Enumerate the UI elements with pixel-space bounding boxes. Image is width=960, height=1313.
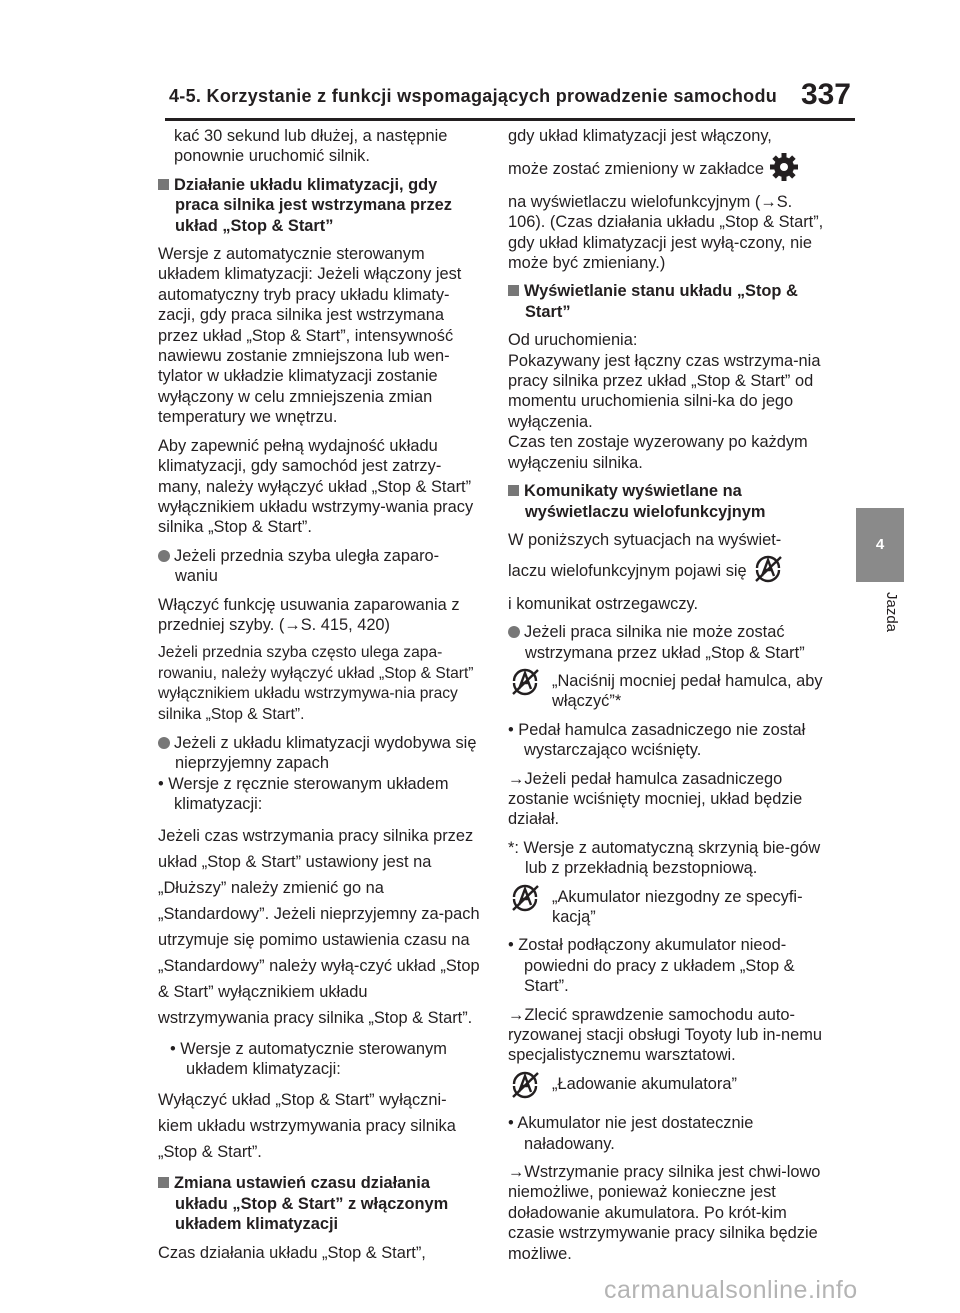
watermark: carmanualsonline.info (604, 1276, 858, 1304)
page-number: 337 (800, 78, 851, 111)
warning-message: „Ładowanie akumulatora” (508, 1074, 833, 1105)
footnote: *: Wersje z automatyczną skrzynią bie-gów lub z przekładnią bezstopniową. (508, 838, 821, 878)
crossed-A-icon (751, 554, 785, 589)
paragraph: →Zlecić sprawdzenie samochodu auto-ryzowanej stacji obsługi Toyoty lub in-nemu specjalistycznemu warsztatowi. (508, 1005, 823, 1065)
crossed-A-icon (508, 667, 552, 702)
bullet-item: • Wersje z ręcznie sterowanym układem klimatyzacji: (158, 774, 449, 814)
circle-item: Jeżeli z układu klimatyzacji wydobywa się nieprzyjemny zapach (158, 733, 480, 774)
right-column (508, 126, 833, 1272)
circle-item: Jeżeli przednia szyba uległa zaparo-waniu (158, 546, 480, 587)
crossed-A-icon (508, 883, 552, 918)
bullet-item: • Wersje z automatycznie sterowanym układem klimatyzacji: (170, 1039, 447, 1078)
paragraph: gdy układ klimatyzacji jest włączony, (508, 127, 772, 145)
paragraph: może zostać zmieniony w zakładce (508, 152, 833, 187)
paragraph: Wersje z automatycznie sterowanym układem klimatyzacji: Jeżeli włączony jest automatyczny tryb pracy układu klimaty-zacji, gdy praca silnika jest wstrzymana przez układ „Stop & Start”, intensywność nawiewu zostanie zmniejszona lub wen-tylator w układzie klimatyzacji zostanie wyłączony w celu zmniejszenia zmian temperatury we wnętrzu. (158, 245, 462, 427)
page-header (165, 78, 855, 118)
paragraph: na wyświetlaczu wielofunkcyjnym (→S. 106). (Czas działania układu „Stop & Start”, gdy układ klimatyzacji jest wyłą-czony, nie może być zmieniany.) (508, 192, 824, 273)
paragraph: Czas działania układu „Stop & Start”, (158, 1243, 426, 1262)
paragraph: W poniższych sytuacjach na wyświet- (508, 530, 782, 549)
square-bullet-icon (508, 285, 519, 296)
chapter-label: Jazda (883, 592, 900, 633)
paragraph: Wyłączyć układ „Stop & Start” wyłączni-kiem układu wstrzymywania pracy silnika „Stop & Start”. (158, 1091, 456, 1162)
square-bullet-icon (508, 485, 519, 496)
header-title: 4-5. Korzystanie z funkcji wspomagających prowadzenie samochodu (169, 86, 778, 106)
section-heading: Działanie układu klimatyzacji, gdy praca silnika jest wstrzymana przez układ „Stop & Start” (158, 175, 480, 236)
bullet-item: • Akumulator nie jest dostatecznie naładowany. (508, 1114, 754, 1153)
paragraph: i komunikat ostrzegawczy. (508, 594, 699, 613)
left-column (158, 126, 480, 1271)
section-heading: Wyświetlanie stanu układu „Stop & Start” (508, 281, 833, 322)
paragraph: Czas ten zostaje wyzerowany po każdym wyłączeniu silnika. (508, 433, 808, 472)
section-heading: Zmiana ustawień czasu działania układu „Stop & Start” z włączonym układem klimatyzacji (158, 1173, 480, 1234)
paragraph: Od uruchomienia: (508, 331, 638, 350)
circle-item: Jeżeli praca silnika nie może zostać wstrzymana przez układ „Stop & Start” (508, 622, 833, 663)
warning-message: „Akumulator niezgodny ze specyfi-kacją” (508, 887, 833, 928)
paragraph: kać 30 sekund lub dłużej, a następnie ponownie uruchomić silnik. (174, 127, 448, 166)
paragraph: Jeżeli czas wstrzymania pracy silnika przez układ „Stop & Start” ustawiony jest na „Dłuższy” należy zmienić go na „Standardowy”. Jeżeli nieprzyjemny za-pach utrzymuje się pomimo ustawienia czasu na „Standardowy” należy wyłą-czyć układ „Stop & Start” wyłącznikiem układu wstrzymywania pracy silnika „Stop & Start”. (158, 826, 480, 1027)
circle-bullet-icon (158, 737, 170, 749)
paragraph: laczu wielofunkcyjnym pojawi się (508, 554, 833, 589)
paragraph: →Wstrzymanie pracy silnika jest chwi-lowo niemożliwe, ponieważ konieczne jest doładowanie akumulatora. Po krót-kim czasie wstrzymywanie pracy silnika będzie możliwe. (508, 1163, 821, 1263)
paragraph: Włączyć funkcję usuwania zaparowania z przedniej szyby. (→S. 415, 420) (158, 595, 460, 634)
crossed-A-icon (508, 1070, 552, 1105)
paragraph: →Jeżeli pedał hamulca zasadniczego zostanie wciśnięty mocniej, układ będzie działał. (508, 769, 803, 829)
square-bullet-icon (158, 1177, 169, 1188)
chapter-tab: 4 (856, 508, 904, 582)
section-heading: Komunikaty wyświetlane na wyświetlaczu wielofunkcyjnym (508, 481, 833, 522)
header-rule (165, 118, 855, 121)
gear-icon (769, 152, 799, 187)
bullet-item: • Pedał hamulca zasadniczego nie został wystarczająco wciśnięty. (508, 720, 806, 760)
bullet-item: • Został podłączony akumulator nieod-powiedni do pracy z układem „Stop & Start”. (508, 936, 795, 996)
circle-bullet-icon (158, 550, 170, 562)
paragraph: Aby zapewnić pełną wydajność układu klimatyzacji, gdy samochód jest zatrzy-many, należy wyłączyć układ „Stop & Start” wyłącznikiem układu wstrzymy-wania pracy silnika „Stop & Start”. (158, 436, 474, 537)
warning-message: „Naciśnij mocniej pedał hamulca, aby włączyć”* (508, 671, 833, 712)
circle-bullet-icon (508, 626, 520, 638)
square-bullet-icon (158, 179, 169, 190)
paragraph: Jeżeli przednia szyba często ulega zapa-rowaniu, należy wyłączyć układ „Stop & Start” wyłącznikiem układu wstrzymywa-nia pracy silnika „Stop & Start”. (158, 644, 474, 723)
paragraph: Pokazywany jest łączny czas wstrzyma-nia pracy silnika przez układ „Stop & Start” od momentu uruchomienia silni-ka do jego wyłączenia. (508, 351, 821, 431)
